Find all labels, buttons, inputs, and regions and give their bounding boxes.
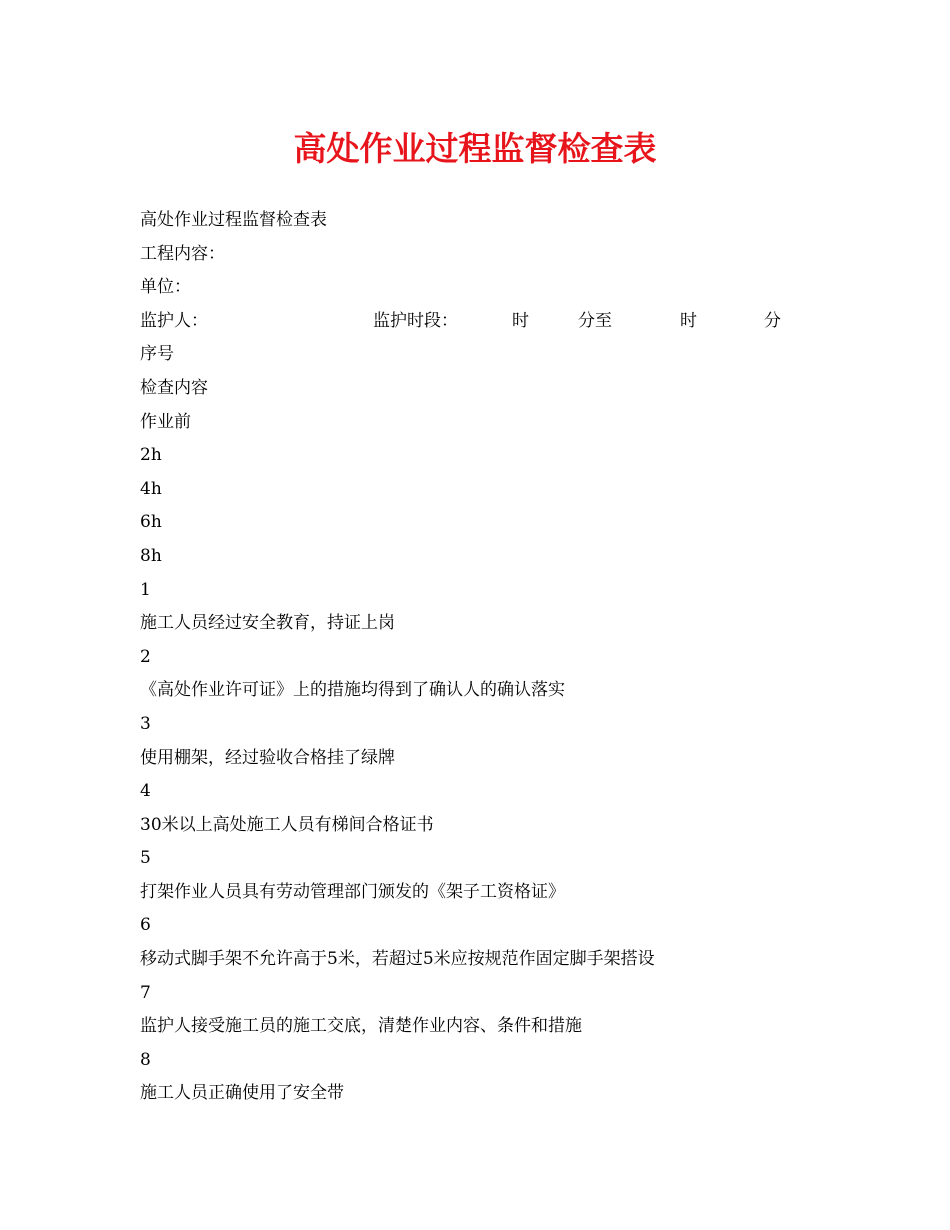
hour-label-1: 时: [512, 310, 529, 331]
item-content: 30米以上高处施工人员有梯间合格证书: [140, 814, 434, 835]
hour-label-2: 时: [680, 310, 697, 331]
header-6h: 6h: [140, 512, 162, 533]
header-2h: 2h: [140, 445, 162, 466]
item-number: 5: [140, 848, 151, 869]
header-before: 作业前: [140, 411, 191, 432]
item-content: 使用棚架，经过验收合格挂了绿牌: [140, 747, 395, 768]
header-4h: 4h: [140, 478, 162, 499]
header-8h: 8h: [140, 545, 162, 566]
supervisor-row: [140, 305, 840, 339]
item-content: 施工人员经过安全教育，持证上岗: [140, 613, 395, 634]
minute-to-label: 分至: [578, 310, 612, 331]
item-number: 2: [140, 646, 151, 667]
item-number: 7: [140, 982, 151, 1003]
item-number: 1: [140, 579, 151, 600]
header-content: 检查内容: [140, 377, 208, 398]
item-content: 《高处作业许可证》上的措施均得到了确认人的确认落实: [140, 680, 565, 701]
item-number: 8: [140, 1049, 151, 1070]
document-body: [140, 204, 840, 1111]
minute-label-2: 分: [764, 310, 781, 331]
item-content: 移动式脚手架不允许高于5米，若超过5米应按规范作固定脚手架搭设: [140, 949, 655, 970]
header-seq: 序号: [140, 344, 174, 365]
subtitle: 高处作业过程监督检查表: [140, 210, 327, 230]
item-content: 监护人接受施工员的施工交底，清楚作业内容、条件和措施: [140, 1016, 582, 1037]
item-number: 3: [140, 713, 151, 734]
document-title: 高处作业过程监督检查表: [293, 129, 657, 168]
unit-label: 单位：: [140, 277, 191, 298]
item-number: 6: [140, 915, 151, 936]
item-number: 4: [140, 781, 151, 802]
period-label: 监护时段：: [373, 310, 458, 331]
item-content: 施工人员正确使用了安全带: [140, 1083, 344, 1104]
supervisor-label: 监护人：: [140, 310, 208, 331]
item-content: 打架作业人员具有劳动管理部门颁发的《架子工资格证》: [140, 881, 565, 902]
project-label: 工程内容：: [140, 243, 225, 264]
